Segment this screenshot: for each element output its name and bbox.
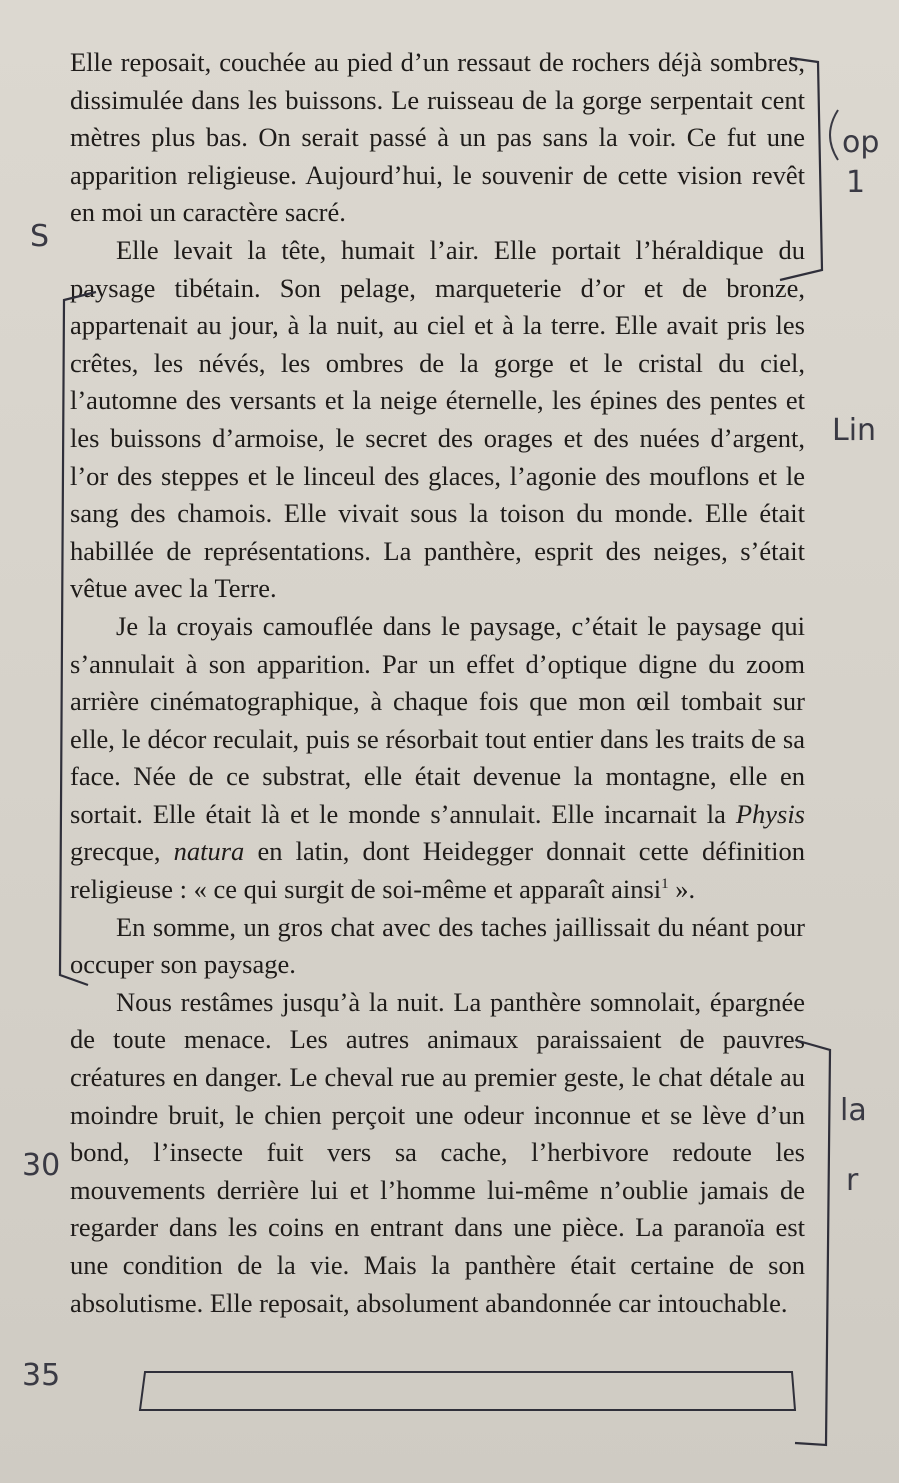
margin-note-35: 35 bbox=[22, 1358, 61, 1393]
margin-note-s: S bbox=[30, 219, 50, 254]
box-mais-la-panthere bbox=[140, 1372, 795, 1410]
margin-note-1: 1 bbox=[846, 165, 866, 200]
margin-note-lin: Lin bbox=[832, 413, 877, 448]
body-text bbox=[70, 44, 805, 1322]
paragraph-3-part-3: en latin, dont Heidegger donnait cette définition religieuse : « ce qui surgit de soi-même et apparaît ainsi bbox=[70, 836, 805, 905]
paragraph-4: En somme, un gros chat avec des taches jaillissait du néant pour occuper son paysage. bbox=[70, 911, 805, 980]
paragraph-3 bbox=[70, 608, 805, 909]
paragraph-3-part-1: Je la croyais camouflée dans le paysage, c’était le paysage qui s’annulait à son apparition. Par un effet d’optique digne du zoom arrière cinématographique, à chaque fois que mon œil tombait sur elle, le décor reculait, puis se résorbait tout entier dans les traits de sa face. Née de ce substrat, elle était devenue la montagne, elle en sortait. Elle était là et le monde s’annulait. Elle incarnait la bbox=[70, 610, 805, 829]
margin-note-r: r bbox=[846, 1163, 859, 1198]
paragraph-1: Elle reposait, couchée au pied d’un ressaut de rochers déjà sombres, dissimulée dans les buissons. Le ruisseau de la gorge serpentait cent mètres plus bas. On serait passé à un pas sans la voir. Ce fut une apparition religieuse. Aujourd’hui, le souvenir de cette vision revêt en moi un caractère sacré. bbox=[70, 47, 805, 228]
paragraph-3-part-4: ». bbox=[668, 874, 696, 905]
physis-term: Physis bbox=[735, 798, 805, 829]
margin-note-op: op bbox=[842, 125, 880, 160]
paragraph-2: Elle levait la tête, humait l’air. Elle portait l’héraldique du paysage tibétain. Son pelage, marqueterie d’or et de bronze, appartenait au jour, à la nuit, au ciel et à la terre. Elle avait pris les crêtes, les névés, les ombres de la gorge et le cristal du ciel, l’automne des versants et la neige éternelle, les épines des pentes et les buissons d’armoise, le secret des orages et des nuées d’argent, l’or des steppes et le linceul des glaces, l’agonie des mouflons et le sang des chamois. Elle vivait sous la toison du monde. Elle était habillée de représentations. La panthère, esprit des neiges, s’était vêtue avec la Terre. bbox=[70, 234, 805, 604]
footnote-marker: 1 bbox=[661, 876, 669, 893]
margin-note-30: 30 bbox=[22, 1148, 61, 1183]
paragraph-3-part-2: grecque, bbox=[70, 836, 174, 867]
natura-term: natura bbox=[173, 836, 245, 867]
paragraph-5: Nous restâmes jusqu’à la nuit. La panthère somnolait, épargnée de toute menace. Les autres animaux paraissaient de pauvres créatures en danger. Le cheval rue au premier geste, le chat détale au moindre bruit, le chien perçoit une odeur inconnue et se lève d’un bond, l’insecte fuit vers sa cache, l’herbivore redoute les mouvements derrière lui et l’homme lui-même n’oublie jamais de regarder dans les coins en entrant dans une pièce. La paranoïa est une condition de la vie. Mais la panthère était certaine de son absolutisme. Elle reposait, absolument abandonnée car intouchable. bbox=[70, 986, 805, 1318]
bracket-paren-right-1 bbox=[830, 110, 838, 160]
margin-note-la: la bbox=[840, 1093, 867, 1128]
